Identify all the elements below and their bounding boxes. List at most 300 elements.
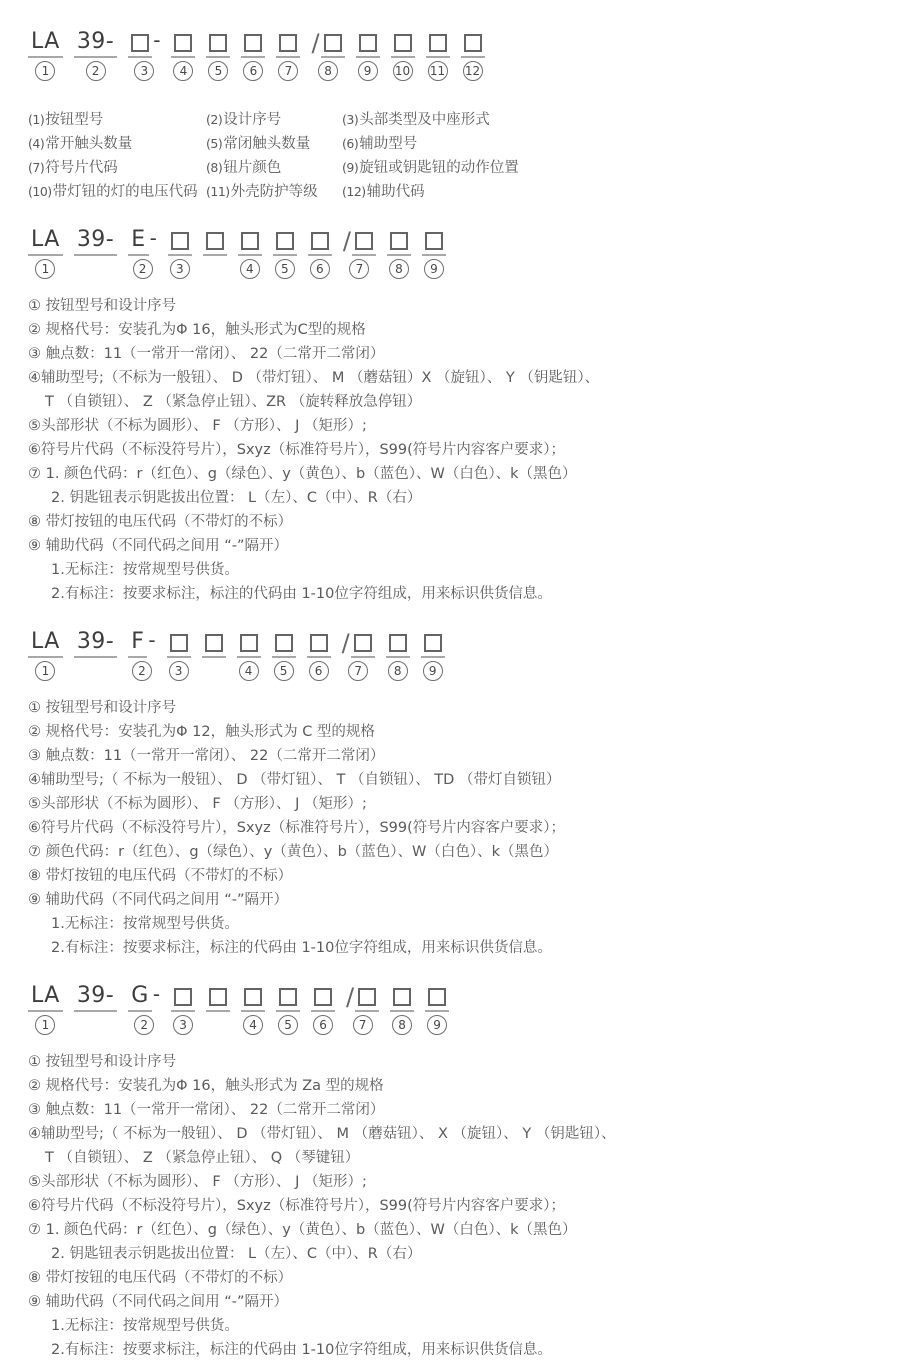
position-number-circle: 3	[134, 61, 154, 81]
series-f-description-lines	[28, 696, 890, 960]
code-placeholder-box	[279, 988, 297, 1006]
underline	[128, 34, 152, 58]
underline	[386, 634, 410, 658]
segment-content	[28, 31, 63, 58]
segment-content	[386, 634, 410, 658]
separator-slash-icon: /	[342, 227, 351, 255]
segment-content	[206, 988, 230, 1012]
position-number-row	[389, 259, 409, 280]
position-number-row	[243, 61, 263, 82]
code-placeholder-box	[358, 988, 376, 1006]
position-number-row	[169, 661, 189, 682]
description-line: ③ 触点数：11（一常开一常闭）、 22（二常开二常闭）	[28, 748, 385, 764]
underline	[311, 988, 335, 1012]
position-number-circle: 5	[274, 661, 294, 681]
model-segment	[128, 984, 160, 1036]
position-number-row	[278, 61, 298, 82]
segment-content	[356, 34, 380, 58]
description-line: ⑨ 辅助代码（不同代码之间用 “-”隔开）	[28, 892, 288, 908]
underline	[391, 34, 415, 58]
position-number-circle: 2	[86, 61, 106, 81]
series-g-description-lines	[28, 1050, 890, 1362]
legend-item	[342, 156, 890, 180]
model-segment	[168, 232, 192, 280]
legend-item	[28, 180, 206, 204]
position-number-row	[133, 259, 153, 280]
segment-content	[425, 988, 449, 1012]
description-line: ⑦ 1. 颜色代码：r（红色）、g（绿色）、y（黄色）、b（蓝色）、W（白色）、k（黑色）	[28, 1222, 577, 1238]
model-segment	[171, 34, 195, 82]
position-number-row	[170, 259, 190, 280]
legend-number: (2)	[206, 112, 223, 127]
legend-number: (5)	[206, 136, 223, 151]
underline	[171, 988, 195, 1012]
segment-content	[461, 34, 485, 58]
description-line: ⑧ 带灯按钮的电压代码（不带灯的不标）	[28, 1270, 293, 1286]
position-number-circle: 9	[423, 661, 443, 681]
position-number-circle: 8	[388, 661, 408, 681]
position-number-row	[243, 1015, 263, 1036]
position-number-circle: 3	[170, 259, 190, 279]
model-code-text: LA	[31, 29, 60, 54]
model-segment	[203, 232, 227, 280]
description-line: 1.无标注：按常规型号供货。	[51, 916, 239, 932]
position-number-row	[239, 661, 259, 682]
description-line: ⑦ 颜色代码：r（红色）、g（绿色）、y（黄色）、b（蓝色）、W（白色）、k（黑色）	[28, 844, 559, 860]
legend-label: 辅助代码	[366, 184, 425, 200]
legend-item	[342, 132, 890, 156]
code-placeholder-box	[428, 988, 446, 1006]
segment-content	[241, 34, 265, 58]
underline	[28, 985, 63, 1012]
underline	[168, 232, 192, 256]
code-placeholder-box	[174, 988, 192, 1006]
position-number-row	[275, 259, 295, 280]
legend-number: (8)	[206, 160, 223, 175]
segment-content	[128, 630, 155, 658]
model-segment	[308, 232, 332, 280]
position-number-circle: 10	[393, 61, 413, 81]
position-number-circle: 9	[358, 61, 378, 81]
position-number-row	[393, 61, 413, 82]
code-placeholder-box	[311, 232, 329, 250]
segment-content	[206, 34, 230, 58]
description-line: ② 规格代号：安装孔为Φ 12，触头形式为 C 型的规格	[28, 724, 375, 740]
description-line: ⑨ 辅助代码（不同代码之间用 “-”隔开）	[28, 1294, 288, 1310]
legend-item	[342, 180, 890, 204]
legend-item	[28, 132, 206, 156]
description-line: ① 按钮型号和设计序号	[28, 298, 177, 314]
model-code-text: 39-	[76, 983, 115, 1008]
legend-number: (7)	[28, 160, 45, 175]
segment-content	[276, 988, 300, 1012]
position-number-circle: 6	[309, 661, 329, 681]
series-e-description-lines	[28, 294, 890, 606]
code-placeholder-box	[394, 34, 412, 52]
position-number-row	[274, 661, 294, 682]
position-number-row	[278, 1015, 298, 1036]
segment-content	[346, 985, 379, 1012]
underline	[74, 985, 117, 1012]
underline	[167, 634, 191, 658]
model-segment	[421, 634, 445, 682]
model-segment	[128, 228, 157, 280]
legend-label: 辅助型号	[359, 136, 418, 152]
model-segment	[202, 634, 226, 682]
underline	[28, 31, 63, 58]
underline	[238, 232, 262, 256]
model-segment	[387, 232, 411, 280]
underline	[276, 34, 300, 58]
position-number-circle: 6	[243, 61, 263, 81]
segment-content	[387, 232, 411, 256]
code-placeholder-box	[241, 232, 259, 250]
model-segment	[28, 985, 63, 1036]
position-number-circle: 2	[132, 661, 152, 681]
underline	[128, 229, 148, 256]
segment-content	[421, 634, 445, 658]
segment-content	[128, 228, 157, 256]
underline	[241, 988, 265, 1012]
segment-content	[128, 30, 160, 58]
description-line: ① 按钮型号和设计序号	[28, 1054, 177, 1070]
segment-content	[171, 988, 195, 1012]
model-segment	[311, 31, 344, 82]
segment-content	[238, 232, 262, 256]
underline	[28, 631, 63, 658]
underline	[308, 232, 332, 256]
position-number-row	[35, 61, 55, 82]
model-segment	[425, 988, 449, 1036]
segment-content	[28, 229, 63, 256]
segment-content	[426, 34, 450, 58]
model-segment	[311, 988, 335, 1036]
underline	[74, 631, 117, 658]
position-number-row	[173, 1015, 193, 1036]
model-segment	[307, 634, 331, 682]
segment-content	[128, 984, 160, 1012]
code-placeholder-box	[324, 34, 342, 52]
code-placeholder-box	[209, 34, 227, 52]
position-number-row	[318, 61, 338, 82]
position-number-row	[35, 661, 55, 682]
separator-dash-icon: -	[153, 28, 161, 52]
model-code-text: 39-	[76, 29, 115, 54]
underline	[355, 988, 379, 1012]
segment-content	[167, 634, 191, 658]
underline	[206, 988, 230, 1012]
series-f-model-row	[28, 630, 890, 682]
model-segment	[237, 634, 261, 682]
model-segment	[167, 634, 191, 682]
position-number-row	[358, 61, 378, 82]
underline	[425, 988, 449, 1012]
code-placeholder-box	[131, 34, 149, 52]
model-code-text: E	[131, 227, 146, 252]
legend-item	[342, 108, 890, 132]
legend-label: 旋钮或钥匙钮的动作位置	[359, 160, 519, 176]
position-number-circle: 1	[35, 661, 55, 681]
model-code-text: LA	[31, 227, 60, 252]
separator-slash-icon: /	[311, 29, 320, 57]
series-section-g	[28, 984, 890, 1362]
legend-item	[28, 156, 206, 180]
segment-content	[311, 31, 344, 58]
code-placeholder-box	[464, 34, 482, 52]
position-number-circle: 12	[463, 61, 483, 81]
position-number-circle: 6	[313, 1015, 333, 1035]
separator-slash-icon: /	[346, 983, 355, 1011]
segment-content	[343, 229, 376, 256]
position-number-row	[134, 61, 154, 82]
model-segment	[128, 30, 160, 82]
description-line: ⑤头部形状（不标为圆形）、 F （方形）、 J （矩形）;	[28, 796, 367, 812]
position-number-circle: 7	[278, 61, 298, 81]
separator-dash-icon: -	[148, 628, 156, 652]
description-line: 2.有标注：按要求标注，标注的代码由 1-10位字符组成，用来标识供货信息。	[51, 586, 552, 602]
description-line: ② 规格代号：安装孔为Φ 16，触头形式为C型的规格	[28, 322, 366, 338]
description-line: ② 规格代号：安装孔为Φ 16，触头形式为 Za 型的规格	[28, 1078, 384, 1094]
position-number-circle: 11	[428, 61, 448, 81]
segment-content	[202, 634, 226, 658]
code-placeholder-box	[174, 34, 192, 52]
position-number-circle: 5	[208, 61, 228, 81]
model-segment	[343, 229, 376, 280]
position-number-circle: 5	[275, 259, 295, 279]
underline	[422, 232, 446, 256]
description-line: 1.无标注：按常规型号供货。	[51, 1318, 239, 1334]
series-section-f	[28, 630, 890, 960]
segment-content	[241, 988, 265, 1012]
underline	[202, 634, 226, 658]
underline	[387, 232, 411, 256]
position-number-circle: 1	[35, 1015, 55, 1035]
legend-item	[206, 180, 342, 204]
description-line: ⑨ 辅助代码（不同代码之间用 “-”隔开）	[28, 538, 288, 554]
model-segment	[28, 31, 63, 82]
legend-label: 设计序号	[223, 112, 282, 128]
position-number-row	[35, 1015, 55, 1036]
underline	[272, 634, 296, 658]
segment-content	[272, 634, 296, 658]
legend-label: 常开触头数量	[45, 136, 133, 152]
code-placeholder-box	[424, 634, 442, 652]
separator-slash-icon: /	[341, 629, 350, 657]
underline	[128, 985, 152, 1012]
code-placeholder-box	[209, 988, 227, 1006]
code-placeholder-box	[429, 34, 447, 52]
model-segment	[74, 631, 117, 682]
underline	[390, 988, 414, 1012]
underline	[206, 34, 230, 58]
legend-label: 钮片颜色	[223, 160, 282, 176]
position-number-circle: 8	[389, 259, 409, 279]
description-line: ⑧ 带灯按钮的电压代码（不带灯的不标）	[28, 868, 293, 884]
legend-number: (12)	[342, 184, 366, 199]
model-code-text: F	[131, 629, 145, 654]
position-number-circle: 4	[239, 661, 259, 681]
segment-content	[168, 232, 192, 256]
position-number-row	[86, 61, 106, 82]
segment-content	[203, 232, 227, 256]
legend-number: (4)	[28, 136, 45, 151]
position-number-row	[310, 259, 330, 280]
segment-content	[237, 634, 261, 658]
code-placeholder-box	[390, 232, 408, 250]
model-segment	[272, 634, 296, 682]
underline	[28, 229, 63, 256]
underline	[276, 988, 300, 1012]
segment-content	[422, 232, 446, 256]
description-line: ④辅助型号;（ 不标为一般钮）、 D （带灯钮）、 M （蘑菇钮）、 X （旋钮）、 Y （钥匙钮）、	[28, 1126, 616, 1142]
position-number-row	[428, 61, 448, 82]
position-number-circle: 2	[133, 259, 153, 279]
series-section-e	[28, 228, 890, 606]
segment-content	[28, 631, 63, 658]
position-number-row	[424, 259, 444, 280]
model-segment	[238, 232, 262, 280]
model-segment	[346, 985, 379, 1036]
description-line: 2. 钥匙钮表示钥匙拔出位置： L（左）、C（中）、R（右）	[51, 1246, 422, 1262]
model-segment	[206, 988, 230, 1036]
position-number-row	[35, 259, 55, 280]
segment-content	[74, 229, 117, 256]
segment-content	[308, 232, 332, 256]
position-number-row	[309, 661, 329, 682]
description-line: 2. 钥匙钮表示钥匙拔出位置： L（左）、C（中）、R（右）	[51, 490, 422, 506]
legend-item	[28, 108, 206, 132]
code-placeholder-box	[393, 988, 411, 1006]
segment-content	[273, 232, 297, 256]
series-g-model-row	[28, 984, 890, 1036]
legend	[28, 108, 890, 204]
model-segment	[342, 631, 375, 682]
code-placeholder-box	[359, 34, 377, 52]
code-placeholder-box	[425, 232, 443, 250]
description-line: ⑧ 带灯按钮的电压代码（不带灯的不标）	[28, 514, 293, 530]
position-number-circle: 7	[353, 1015, 373, 1035]
segment-content	[342, 631, 375, 658]
legend-number: (6)	[342, 136, 359, 151]
legend-number: (11)	[206, 184, 230, 199]
position-number-circle: 1	[35, 61, 55, 81]
model-segment	[356, 34, 380, 82]
segment-content	[74, 31, 117, 58]
description-line: ③ 触点数：11（一常开一常闭）、 22（二常开二常闭）	[28, 1102, 385, 1118]
position-number-row	[423, 661, 443, 682]
model-segment	[171, 988, 195, 1036]
position-number-circle: 2	[134, 1015, 154, 1035]
code-placeholder-box	[314, 988, 332, 1006]
description-line: ① 按钮型号和设计序号	[28, 700, 177, 716]
description-line: ③ 触点数：11（一常开一常闭）、 22（二常开二常闭）	[28, 346, 385, 362]
model-segment	[74, 31, 117, 82]
segment-content	[171, 34, 195, 58]
position-number-circle: 8	[318, 61, 338, 81]
position-number-row	[313, 1015, 333, 1036]
segment-content	[74, 985, 117, 1012]
legend-item	[206, 132, 342, 156]
description-line: ⑥符号片代码（不标没符号片），Sxyz（标准符号片），S99(符号片内容客户要求）；	[28, 820, 566, 836]
position-number-circle: 4	[240, 259, 260, 279]
position-number-row	[463, 61, 483, 82]
model-segment	[28, 229, 63, 280]
description-line: T （自锁钮）、 Z （紧急停止钮）、 Q （琴键钮）	[45, 1150, 360, 1166]
model-segment	[28, 631, 63, 682]
position-number-row	[240, 259, 260, 280]
underline	[171, 34, 195, 58]
position-number-circle: 3	[173, 1015, 193, 1035]
model-code-text: 39-	[76, 629, 115, 654]
underline	[74, 31, 117, 58]
position-number-circle: 1	[35, 259, 55, 279]
segment-content	[28, 985, 63, 1012]
model-segment	[386, 634, 410, 682]
legend-number: (3)	[342, 112, 359, 127]
separator-dash-icon: -	[152, 982, 161, 1006]
model-segment	[276, 34, 300, 82]
model-segment	[273, 232, 297, 280]
model-segment	[74, 229, 117, 280]
model-code-text: G	[131, 983, 149, 1008]
underline	[321, 34, 345, 58]
model-segment	[74, 985, 117, 1036]
underline	[128, 631, 147, 658]
description-line: ⑤头部形状（不标为圆形）、 F （方形）、 J （矩形）;	[28, 1174, 367, 1190]
underline	[241, 34, 265, 58]
code-placeholder-box	[355, 232, 373, 250]
model-segment	[128, 630, 155, 682]
code-placeholder-box	[170, 634, 188, 652]
legend-number: (10)	[28, 184, 52, 199]
position-number-row	[427, 1015, 447, 1036]
legend-number: (1)	[28, 112, 45, 127]
model-segment	[391, 34, 415, 82]
position-number-circle: 4	[173, 61, 193, 81]
model-code-text: 39-	[76, 227, 115, 252]
underline	[307, 634, 331, 658]
position-number-row	[208, 61, 228, 82]
legend-label: 按钮型号	[45, 112, 104, 128]
underline	[74, 229, 117, 256]
description-line: ④辅助型号;（ 不标为一般钮）、 D （带灯钮）、 T （自锁钮）、 TD （带灯自锁钮）	[28, 772, 561, 788]
code-placeholder-box	[171, 232, 189, 250]
position-number-row	[173, 61, 193, 82]
code-placeholder-box	[205, 634, 223, 652]
code-placeholder-box	[389, 634, 407, 652]
underline	[237, 634, 261, 658]
legend-label: 带灯钮的灯的电压代码	[52, 184, 198, 200]
model-segment	[276, 988, 300, 1036]
segment-content	[307, 634, 331, 658]
position-number-row	[348, 661, 368, 682]
model-segment	[461, 34, 485, 82]
legend-label: 外壳防护等级	[230, 184, 318, 200]
description-line: 2.有标注：按要求标注，标注的代码由 1-10位字符组成，用来标识供货信息。	[51, 1342, 552, 1358]
legend-label: 常闭触头数量	[223, 136, 311, 152]
model-segment	[206, 34, 230, 82]
legend-item	[206, 108, 342, 132]
position-number-row	[392, 1015, 412, 1036]
model-segment	[422, 232, 446, 280]
position-number-circle: 7	[348, 661, 368, 681]
code-placeholder-box	[276, 232, 294, 250]
segment-content	[276, 34, 300, 58]
main-model-diagram	[28, 30, 890, 204]
position-number-row	[349, 259, 369, 280]
main-model-row	[28, 30, 890, 82]
position-number-circle: 7	[349, 259, 369, 279]
